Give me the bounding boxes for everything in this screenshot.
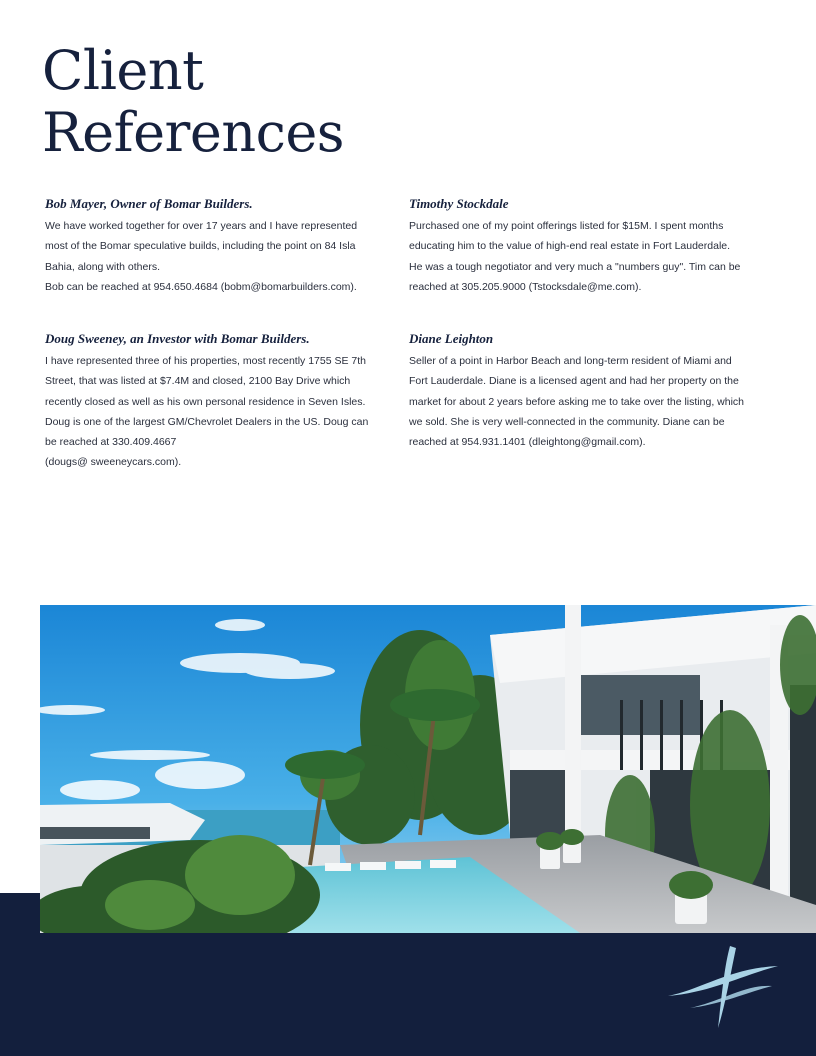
reference-bob-mayer <box>45 196 380 297</box>
reference-paragraph: Purchased one of my point offerings listed for $15M. I spent months educating him to the value of high-end real estate in Fort Lauderdale. He was a tough negotiator and very much a "numbers guy". Tim can be reached at 305.205.9000 (Tstocksdale@me.com). <box>409 220 741 293</box>
reference-paragraph: Seller of a point in Harbor Beach and long-term resident of Miami and Fort Lauderdale. Diane is a licensed agent and had her property on the market for about 2 years before asking me to take over the listing, which we sold. She is very well-connected in the community. Diane can be reached at 954.931.1401 (dleightong@gmail.com). <box>409 355 745 449</box>
reference-name: Diane Leighton <box>409 331 494 346</box>
reference-paragraph: We have worked together for over 17 years and I have represented most of the Bomar speculative builds, including the point on 84 Isla Bahia, along with others. <box>45 220 358 273</box>
property-photo <box>40 605 816 933</box>
reference-paragraph: I have represented three of his properties, most recently 1755 SE 7th Street, that was listed at $7.4M and closed, 2100 Bay Drive which recently closed as well as his own personal residence in Seven Isles. Doug is one of the largest GM/Chevrolet Dealers in the US. Doug can be reached at 330.409.4667 <box>45 355 369 449</box>
page-title-line-1: Client <box>42 39 204 102</box>
reference-paragraph: Bob can be reached at 954.650.4684 (bobm@bomarbuilders.com). <box>45 280 357 293</box>
reference-name: Doug Sweeney, an Investor with Bomar Builders. <box>45 331 310 346</box>
page-title-line-2: References <box>42 101 345 164</box>
reference-name: Timothy Stockdale <box>409 196 509 211</box>
reference-name: Bob Mayer, Owner of Bomar Builders. <box>45 196 253 211</box>
reference-doug-sweeney <box>45 331 380 473</box>
page-title <box>42 40 344 164</box>
reference-body <box>409 216 744 297</box>
reference-body <box>409 351 744 452</box>
reference-body <box>45 216 380 297</box>
reference-diane-leighton <box>409 331 744 452</box>
reference-paragraph: (dougs@ sweeneycars.com). <box>45 456 182 469</box>
brand-logo-icon <box>660 942 786 1032</box>
reference-body <box>45 351 380 473</box>
reference-timothy-stockdale <box>409 196 744 297</box>
